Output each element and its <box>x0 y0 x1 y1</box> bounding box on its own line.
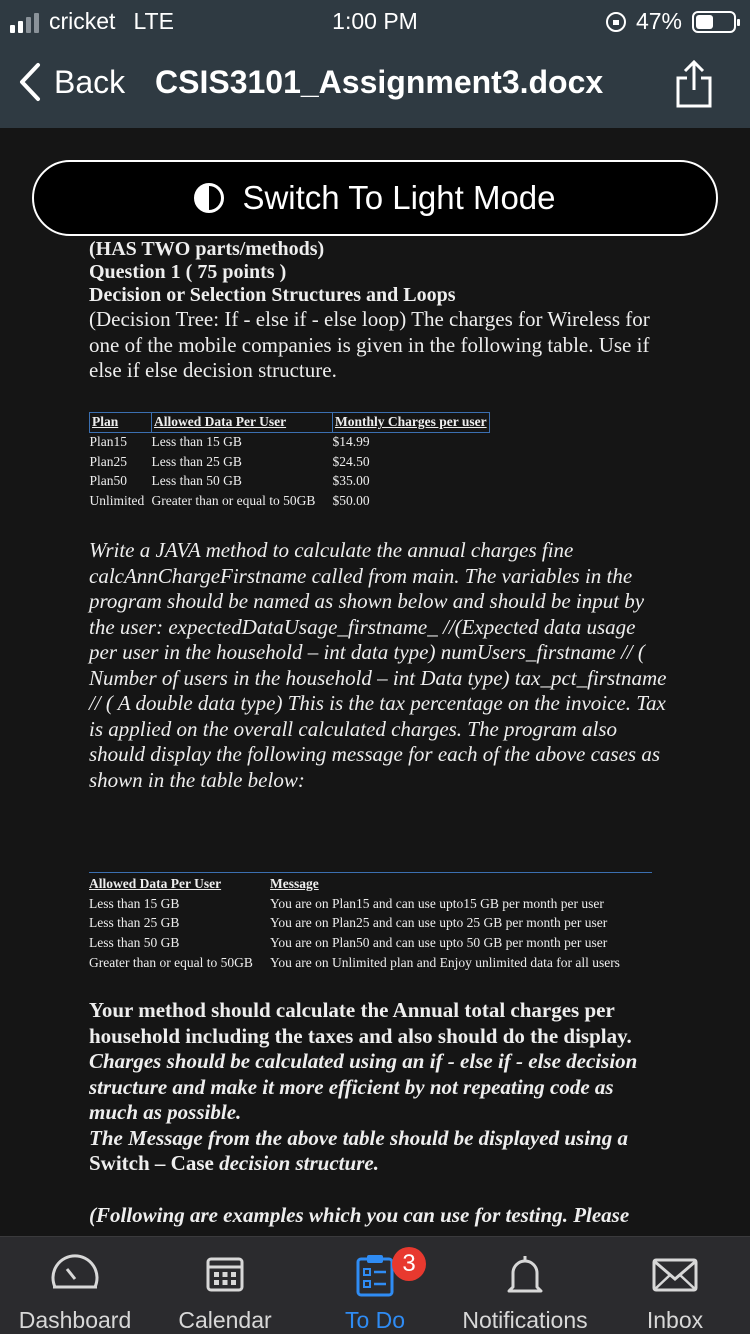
table-cell: $50.00 <box>332 493 370 509</box>
instructions-italic: Write a JAVA method to calculate the annual charges fine calcAnnChargeFirstname called from main. The variables in the program should be named as shown below and should be input by the user: expectedDataUsage_firstname_ //(Expected data usage per user in the household – int data type) numUsers_firstname // ( Number of users in the household – int Data type) tax_pct_firstname // ( A double data type) This is the tax percentage on the invoice. Tax is applied on the overall calculated charges. The program also should display the following message for each of the above cases as shown in the table below: <box>89 538 667 792</box>
mail-icon <box>652 1257 698 1293</box>
clock: 1:00 PM <box>332 8 418 34</box>
table-cell: Less than 25 GB <box>151 453 242 469</box>
tab-bar <box>0 1236 750 1334</box>
doc-line: Question 1 ( 75 points ) <box>89 261 287 283</box>
doc-paragraph: Charges should be calculated using an if - else if - else decision structure and make it more efficient by not repeating code as much as possible. <box>89 1049 638 1124</box>
doc-line: Decision or Selection Structures and Loops <box>89 284 456 306</box>
tab-label: Notifications <box>462 1307 588 1333</box>
table-cell: You are on Plan15 and can use upto15 GB per month per user <box>270 895 604 911</box>
doc-paragraph: (Decision Tree: If - else if - else loop) The charges for Wireless for one of the mobile companies is given in the following table. Use if else if else decision structure. <box>89 307 650 382</box>
table-row <box>89 913 620 933</box>
rotation-lock-icon <box>606 12 626 32</box>
switch-case-text: Switch – Case <box>89 1151 214 1175</box>
tab-calendar[interactable] <box>150 1237 300 1334</box>
tab-notifications[interactable] <box>450 1237 600 1334</box>
battery-percent: 47% <box>635 8 682 34</box>
table-cell: Less than 50 GB <box>151 473 242 489</box>
table-row <box>89 894 620 914</box>
table-header: Monthly Charges per user <box>333 413 490 433</box>
table-row <box>90 472 490 492</box>
switch-rest-text: decision structure. <box>213 1151 379 1175</box>
table-cell: You are on Plan50 and can use upto 50 GB per month per user <box>270 934 608 950</box>
share-icon[interactable] <box>674 58 714 110</box>
switch-light-mode-label: Switch To Light Mode <box>242 179 556 216</box>
switch-light-mode-button[interactable] <box>32 160 718 236</box>
table-cell: Plan15 <box>89 434 128 450</box>
doc-paragraph <box>89 1151 667 1177</box>
chevron-left-icon <box>18 62 42 102</box>
divider <box>89 872 652 873</box>
nav-bar <box>0 42 750 128</box>
carrier-label: cricket <box>49 8 116 34</box>
table-cell: Greater than or equal to 50GB <box>89 954 253 970</box>
table-cell: Greater than or equal to 50GB <box>151 493 316 509</box>
table-cell: Less than 15 GB <box>151 434 242 450</box>
battery-icon <box>692 11 736 33</box>
table-cell: Less than 25 GB <box>89 915 180 931</box>
doc-paragraph: (Following are examples which you can use for testing. Please <box>89 1202 630 1227</box>
status-bar <box>0 0 750 42</box>
tab-label: Calendar <box>178 1307 272 1333</box>
table-cell: Unlimited <box>89 493 145 509</box>
table-row <box>90 491 490 511</box>
todo-icon <box>355 1253 395 1297</box>
tab-todo[interactable] <box>300 1237 450 1334</box>
document-body <box>89 238 679 384</box>
table-cell: You are on Unlimited plan and Enjoy unlimited data for all users <box>270 954 620 970</box>
back-label: Back <box>54 63 126 100</box>
table-header: Message <box>270 875 319 891</box>
tab-label: To Do <box>344 1307 406 1333</box>
doc-paragraph: The Message from the above table should be displayed using a <box>89 1125 628 1150</box>
table-cell: You are on Plan25 and can use upto 25 GB per month per user <box>270 915 608 931</box>
back-button[interactable] <box>18 62 125 102</box>
bell-icon <box>505 1253 545 1297</box>
plan-table <box>89 412 490 511</box>
tab-label: Inbox <box>646 1307 704 1333</box>
dashboard-icon <box>49 1253 101 1291</box>
doc-paragraph: Your method should calculate the Annual total charges per household including the taxes and also should do the display. <box>89 998 632 1048</box>
tab-dashboard[interactable] <box>0 1237 150 1334</box>
table-header: Allowed Data Per User <box>152 413 333 433</box>
table-header: Plan <box>90 413 152 433</box>
table-cell: $35.00 <box>332 473 370 489</box>
document-viewer[interactable] <box>0 128 750 1236</box>
todo-count-badge: 3 <box>392 1247 426 1281</box>
document-title: CSIS3101_Assignment3.docx <box>155 64 604 100</box>
message-table <box>89 874 620 972</box>
network-label: LTE <box>133 8 174 34</box>
table-row <box>89 953 620 973</box>
tab-inbox[interactable] <box>600 1237 750 1334</box>
table-row <box>89 933 620 953</box>
table-header: Allowed Data Per User <box>89 875 222 891</box>
table-cell: Less than 50 GB <box>89 934 180 950</box>
doc-line: (HAS TWO parts/methods) <box>89 238 325 260</box>
table-cell: Plan50 <box>89 473 128 489</box>
calendar-icon <box>205 1253 245 1293</box>
table-cell: Plan25 <box>89 453 128 469</box>
table-cell: Less than 15 GB <box>89 895 180 911</box>
table-cell: $14.99 <box>332 434 370 450</box>
table-cell: $24.50 <box>332 453 370 469</box>
tab-label: Dashboard <box>18 1307 132 1333</box>
requirements-block <box>89 998 667 1228</box>
contrast-icon <box>194 183 224 213</box>
table-row <box>90 432 490 452</box>
table-row <box>90 452 490 472</box>
